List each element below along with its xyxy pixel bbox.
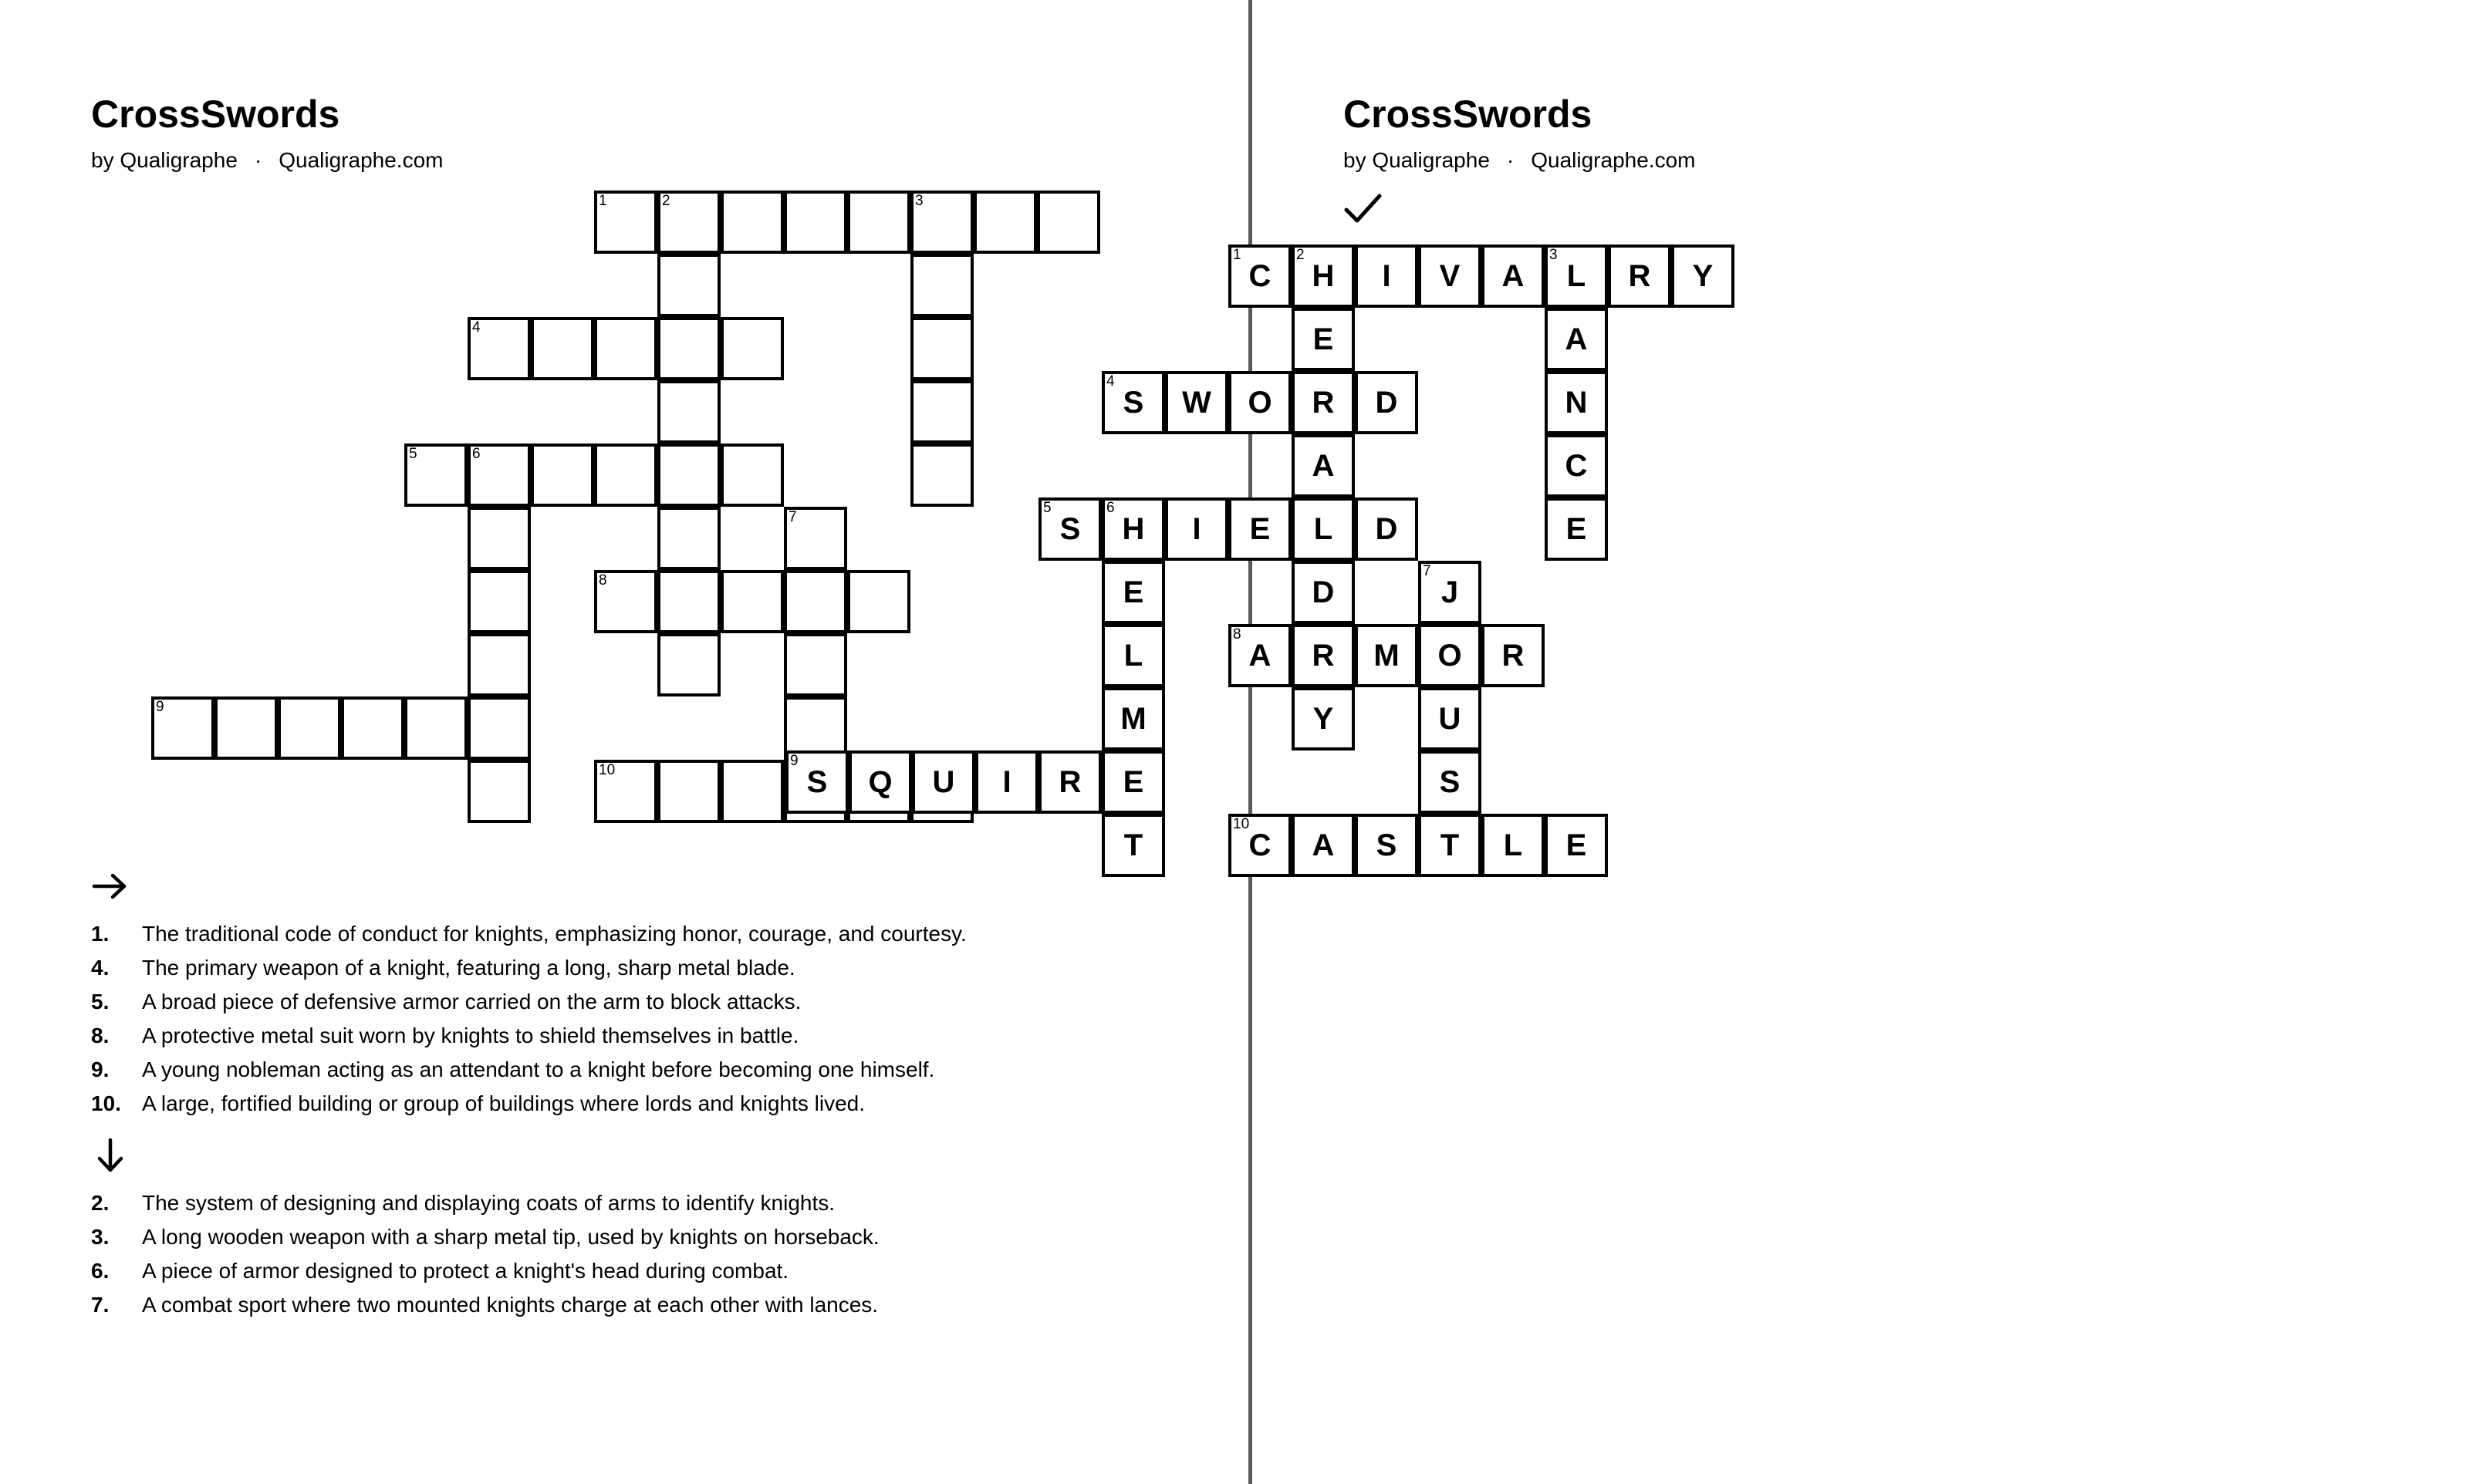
cell-letter: A [1312, 449, 1335, 483]
grid-cell [1355, 245, 1418, 308]
grid-cell[interactable] [468, 696, 531, 760]
cell-letter: R [1501, 639, 1525, 673]
clue-number: 7. [91, 1293, 110, 1317]
clue-text: A young nobleman acting as an attendant to a knight before becoming one himself. [142, 1057, 935, 1081]
clue-number: 10 [1233, 816, 1250, 832]
clue-number: 9. [91, 1057, 110, 1081]
cell-letter: J [1440, 575, 1459, 609]
grid-cell [1418, 687, 1481, 750]
solution-page [790, 0, 2489, 1484]
cell-letter: E [1565, 512, 1587, 546]
clue-text: The primary weapon of a knight, featuring a long, sharp metal blade. [142, 956, 795, 980]
grid-cell[interactable] [657, 633, 721, 696]
grid-cell [1038, 750, 1102, 814]
cell-letter: H [1312, 259, 1335, 293]
cell-letter: S [1439, 765, 1461, 799]
cell-letter: L [1503, 828, 1523, 862]
grid-cell[interactable] [657, 570, 721, 633]
clue-number: 5 [409, 446, 417, 462]
grid-cell [1228, 624, 1292, 687]
clue-number: 9 [790, 753, 799, 769]
grid-cell [1355, 371, 1418, 434]
clue-number: 10 [599, 762, 616, 778]
cell-letter: C [1248, 828, 1272, 862]
grid-cell [1292, 434, 1355, 497]
clue-text: The traditional code of conduct for knights, emphasizing honor, courage, and courtesy. [142, 922, 967, 946]
grid-cell [1292, 497, 1355, 561]
grid-cell[interactable] [594, 570, 657, 633]
cell-letter: D [1375, 386, 1398, 420]
clue-number: 6 [1106, 500, 1115, 516]
cell-letter: I [1002, 765, 1011, 799]
grid-cell [1102, 687, 1165, 750]
grid-cell[interactable] [151, 696, 214, 760]
grid-cell [1481, 624, 1545, 687]
clue-number: 3. [91, 1225, 110, 1249]
grid-cell[interactable] [594, 760, 657, 823]
clue-text: A broad piece of defensive armor carried on the arm to block attacks. [142, 990, 802, 1014]
grid-cell[interactable] [784, 570, 847, 633]
cell-letter: A [1501, 259, 1525, 293]
clue-number: 1 [599, 193, 607, 209]
grid-cell [1418, 814, 1481, 877]
cell-letter: H [1122, 512, 1145, 546]
cell-letter: R [1312, 386, 1335, 420]
cell-letter: I [1192, 512, 1201, 546]
cell-letter: A [1248, 639, 1272, 673]
cell-letter: U [932, 765, 955, 799]
arrow-right-icon [91, 867, 130, 906]
grid-cell[interactable] [910, 444, 974, 507]
website-link[interactable]: Qualigraphe.com [1531, 148, 1696, 172]
grid-cell [1228, 371, 1292, 434]
clue-number: 9 [156, 699, 164, 715]
cell-letter: A [1312, 828, 1335, 862]
cell-letter: S [806, 765, 828, 799]
checkmark-icon [1343, 191, 1383, 227]
grid-cell[interactable] [910, 191, 974, 254]
grid-cell [1355, 497, 1418, 561]
grid-cell[interactable] [910, 317, 974, 380]
grid-cell[interactable] [278, 696, 341, 760]
grid-cell [1418, 624, 1481, 687]
grid-cell[interactable] [594, 191, 657, 254]
grid-cell[interactable] [721, 760, 784, 823]
byline [91, 145, 443, 176]
clue-number: 4 [472, 319, 481, 336]
grid-cell[interactable] [404, 696, 468, 760]
grid-cell[interactable] [847, 570, 910, 633]
grid-cell [1165, 497, 1228, 561]
clue-number: 6. [91, 1259, 110, 1283]
grid-cell[interactable] [721, 317, 784, 380]
clue-number: 2 [662, 193, 670, 209]
clue-text: The system of designing and displaying coats of arms to identify knights. [142, 1191, 836, 1215]
grid-cell[interactable] [341, 696, 404, 760]
cell-letter: M [1120, 702, 1147, 736]
clue-number: 2. [91, 1191, 110, 1215]
grid-cell [1608, 245, 1671, 308]
grid-cell [1671, 245, 1734, 308]
grid-cell[interactable] [1037, 191, 1100, 254]
clue-number: 8 [599, 572, 607, 589]
grid-cell [1481, 814, 1545, 877]
cell-letter: T [1123, 828, 1143, 862]
grid-cell [1292, 371, 1355, 434]
clue-number: 8 [1233, 626, 1241, 643]
down-clues-list [91, 1186, 1171, 1322]
solution-title: CrossSwords [1343, 93, 1592, 136]
grid-cell [1102, 814, 1165, 877]
grid-cell[interactable] [784, 633, 847, 696]
cell-letter: S [1059, 512, 1081, 546]
grid-cell[interactable] [784, 191, 847, 254]
grid-cell[interactable] [657, 191, 721, 254]
grid-cell [1545, 814, 1608, 877]
grid-cell [1292, 687, 1355, 750]
grid-cell[interactable] [594, 317, 657, 380]
grid-cell [1481, 245, 1545, 308]
grid-cell [1292, 561, 1355, 624]
cell-letter: R [1059, 765, 1082, 799]
cell-letter: V [1439, 259, 1461, 293]
cell-letter: W [1182, 386, 1211, 420]
cell-letter: D [1312, 575, 1335, 609]
clue-text: A piece of armor designed to protect a knight's head during combat. [142, 1259, 789, 1283]
clue-text: A combat sport where two mounted knights charge at each other with lances. [142, 1293, 879, 1317]
grid-cell[interactable] [657, 507, 721, 570]
grid-cell [1228, 245, 1292, 308]
grid-cell [1102, 624, 1165, 687]
clue-number: 3 [1549, 247, 1558, 263]
grid-cell[interactable] [468, 633, 531, 696]
clue-number: 1 [1233, 247, 1241, 263]
grid-cell[interactable] [721, 191, 784, 254]
cell-letter: S [1376, 828, 1397, 862]
grid-cell [1228, 497, 1292, 561]
grid-cell[interactable] [657, 317, 721, 380]
grid-cell[interactable] [594, 444, 657, 507]
grid-cell[interactable] [468, 317, 531, 380]
grid-cell [912, 750, 975, 814]
grid-cell [1102, 371, 1165, 434]
solution-byline [1343, 145, 1695, 176]
cell-letter: Y [1312, 702, 1334, 736]
cell-letter: E [1249, 512, 1271, 546]
grid-cell[interactable] [657, 254, 721, 317]
grid-cell[interactable] [847, 191, 910, 254]
cell-letter: Y [1692, 259, 1714, 293]
grid-cell[interactable] [657, 760, 721, 823]
clue-number: 7 [1423, 563, 1431, 579]
clue-number: 5. [91, 990, 110, 1014]
author-name: by Qualigraphe [1343, 148, 1490, 172]
grid-cell [1292, 814, 1355, 877]
clue-number: 8. [91, 1024, 110, 1047]
clue-text: A protective metal suit worn by knights to shield themselves in battle. [142, 1024, 799, 1047]
clue-number: 2 [1296, 247, 1305, 263]
grid-cell[interactable] [468, 760, 531, 823]
grid-cell[interactable] [721, 444, 784, 507]
grid-cell[interactable] [657, 380, 721, 444]
cell-letter: N [1565, 386, 1588, 420]
across-clues-list [91, 917, 1171, 1121]
clue-number: 1. [91, 922, 110, 946]
grid-cell[interactable] [910, 380, 974, 444]
grid-cell [1418, 561, 1481, 624]
grid-cell[interactable] [974, 191, 1037, 254]
grid-cell [1165, 371, 1228, 434]
grid-cell [849, 750, 912, 814]
clue-number: 4 [1106, 373, 1115, 390]
byline-separator: · [1506, 148, 1515, 172]
cell-letter: O [1248, 386, 1272, 420]
grid-cell[interactable] [214, 696, 278, 760]
cell-letter: O [1437, 639, 1462, 673]
page-divider [1248, 0, 1252, 1484]
grid-cell[interactable] [657, 444, 721, 507]
grid-cell [785, 750, 849, 814]
cell-letter: E [1123, 765, 1144, 799]
grid-cell[interactable] [721, 570, 784, 633]
grid-cell [1545, 497, 1608, 561]
grid-cell [1038, 497, 1102, 561]
cell-letter: R [1312, 639, 1335, 673]
clue-number: 3 [915, 193, 924, 209]
grid-cell[interactable] [468, 507, 531, 570]
clue-number: 6 [472, 446, 481, 462]
grid-cell[interactable] [910, 254, 974, 317]
cell-letter: T [1440, 828, 1460, 862]
grid-cell [1418, 245, 1481, 308]
cell-letter: A [1565, 322, 1588, 356]
cell-letter: U [1438, 702, 1461, 736]
cell-letter: E [1565, 828, 1587, 862]
author-name: by Qualigraphe [91, 148, 238, 172]
grid-cell [1292, 624, 1355, 687]
cell-letter: S [1123, 386, 1144, 420]
cell-letter: C [1248, 259, 1272, 293]
grid-cell [1102, 497, 1165, 561]
cell-letter: L [1313, 512, 1333, 546]
grid-cell [1292, 245, 1355, 308]
clue-number: 10. [91, 1091, 121, 1115]
clue-text: A long wooden weapon with a sharp metal tip, used by knights on horseback. [142, 1225, 880, 1249]
grid-cell [975, 750, 1038, 814]
grid-cell [1102, 561, 1165, 624]
arrow-down-icon [91, 1137, 130, 1175]
grid-cell[interactable] [531, 444, 594, 507]
grid-cell [1545, 308, 1608, 371]
byline-separator: · [254, 148, 262, 172]
clue-text: A large, fortified building or group of buildings where lords and knights lived. [142, 1091, 866, 1115]
grid-cell [1292, 308, 1355, 371]
grid-cell [1355, 814, 1418, 877]
website-link[interactable]: Qualigraphe.com [279, 148, 444, 172]
grid-cell[interactable] [468, 444, 531, 507]
grid-cell [1545, 245, 1608, 308]
grid-cell[interactable] [404, 444, 468, 507]
grid-cell [1355, 624, 1418, 687]
clue-number: 7 [789, 509, 797, 525]
grid-cell [1418, 750, 1481, 814]
clue-number: 5 [1043, 500, 1052, 516]
cell-letter: M [1373, 639, 1400, 673]
grid-cell[interactable] [531, 317, 594, 380]
clue-number: 4. [91, 956, 110, 980]
grid-cell [1102, 750, 1165, 814]
cell-letter: Q [868, 765, 893, 799]
cell-letter: E [1312, 322, 1334, 356]
cell-letter: L [1566, 259, 1586, 293]
grid-cell[interactable] [468, 570, 531, 633]
cell-letter: C [1565, 449, 1588, 483]
puzzle-title: CrossSwords [91, 93, 340, 136]
cell-letter: D [1375, 512, 1398, 546]
grid-cell [1228, 814, 1292, 877]
grid-cell[interactable] [784, 507, 847, 570]
cell-letter: E [1123, 575, 1144, 609]
grid-cell [1545, 434, 1608, 497]
cell-letter: L [1123, 639, 1143, 673]
grid-cell [1545, 371, 1608, 434]
cell-letter: I [1382, 259, 1391, 293]
cell-letter: R [1628, 259, 1651, 293]
